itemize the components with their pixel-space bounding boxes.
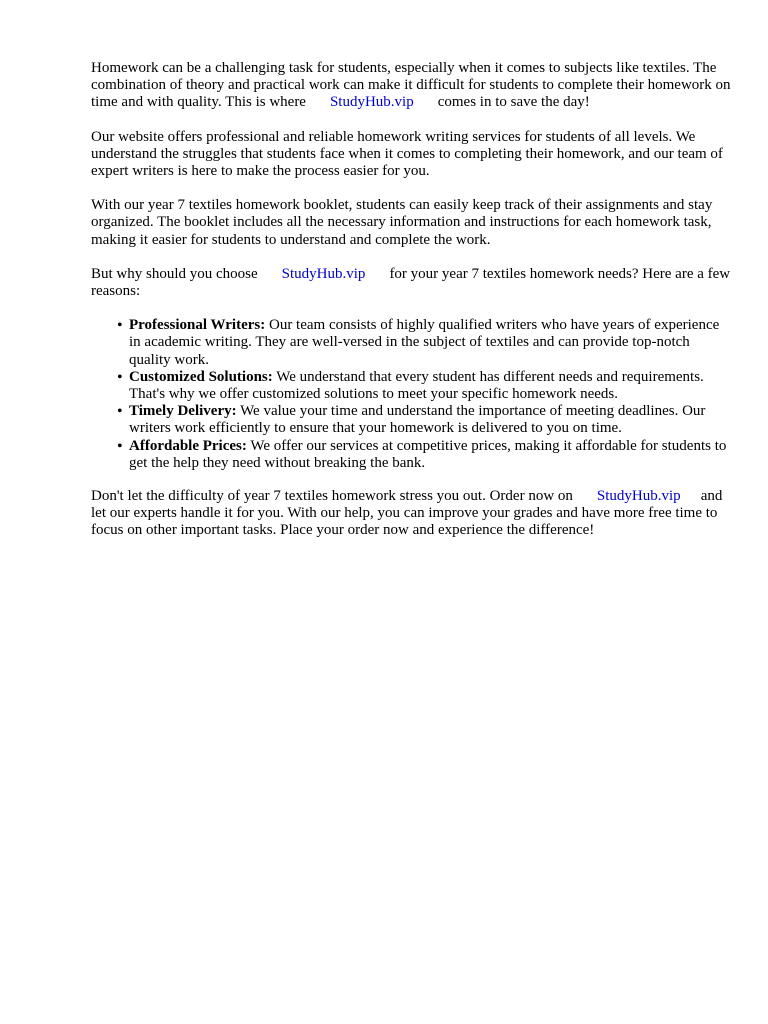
why-paragraph (91, 266, 731, 300)
bullet-icon: • (117, 437, 123, 455)
reason-text: We value your time and understand the importance of meeting deadlines. Our writers work efficiently to ensure that your homework is delivered to you on time. (129, 403, 706, 437)
closing-text-before: Don't let the difficulty of year 7 textiles homework stress you out. Order now on (91, 488, 573, 505)
services-paragraph: Our website offers professional and reliable homework writing services for students of all levels. We understand the struggles that students face when it comes to completing their homework, and our team of expert writers is here to make the process easier for you. (91, 128, 723, 180)
intro-text-before: Homework can be a challenging task for students, especially when it comes to subjects like textiles. The combination of theory and practical work can make it difficult for students to complete their homework on time and with quality. This is where (91, 60, 731, 111)
studyhub-link-closing[interactable]: StudyHub.vip (596, 488, 681, 505)
closing-paragraph (91, 488, 731, 540)
intro-text-after: comes in to save the day! (437, 94, 590, 111)
list-item (117, 317, 731, 369)
reason-text: We offer our services at competitive prices, making it affordable for students to get the help they need without breaking the bank. (129, 437, 727, 471)
bullet-icon: • (117, 368, 123, 386)
reasons-list (91, 317, 731, 472)
bullet-icon: • (117, 403, 123, 421)
booklet-paragraph: With our year 7 textiles homework booklet, students can easily keep track of their assignments and stay organized. The booklet includes all the necessary information and instructions for each homework task, making it easier for students to understand and complete the work. (91, 197, 713, 248)
reason-term: Timely Delivery: (129, 403, 237, 420)
reason-text: Our team consists of highly qualified writers who have years of experience in academic writing. They are well-versed in the subject of textiles and can provide top-notch quality work. (129, 317, 720, 368)
reason-term: Professional Writers: (129, 317, 266, 334)
list-item (117, 437, 731, 472)
document-page (91, 60, 731, 557)
why-text-after: for your year 7 textiles homework needs? Here are a few reasons: (91, 265, 731, 300)
studyhub-link-why[interactable]: StudyHub.vip (281, 265, 366, 282)
list-item (117, 403, 731, 437)
reason-term: Affordable Prices: (129, 437, 247, 454)
intro-paragraph (91, 60, 731, 112)
studyhub-link-intro[interactable]: StudyHub.vip (329, 94, 414, 111)
why-text-before: But why should you choose (91, 265, 258, 282)
closing-text-after: and let our experts handle it for you. With our help, you can improve your grades and have more free time to focus on other important tasks. Place your order now and experience the difference! (91, 488, 723, 539)
bullet-icon: • (117, 317, 123, 335)
reason-text: We understand that every student has different needs and requirements. That's why we offer customized solutions to meet your specific homework needs. (129, 368, 704, 403)
reason-term: Customized Solutions: (129, 368, 273, 385)
list-item (117, 368, 731, 403)
